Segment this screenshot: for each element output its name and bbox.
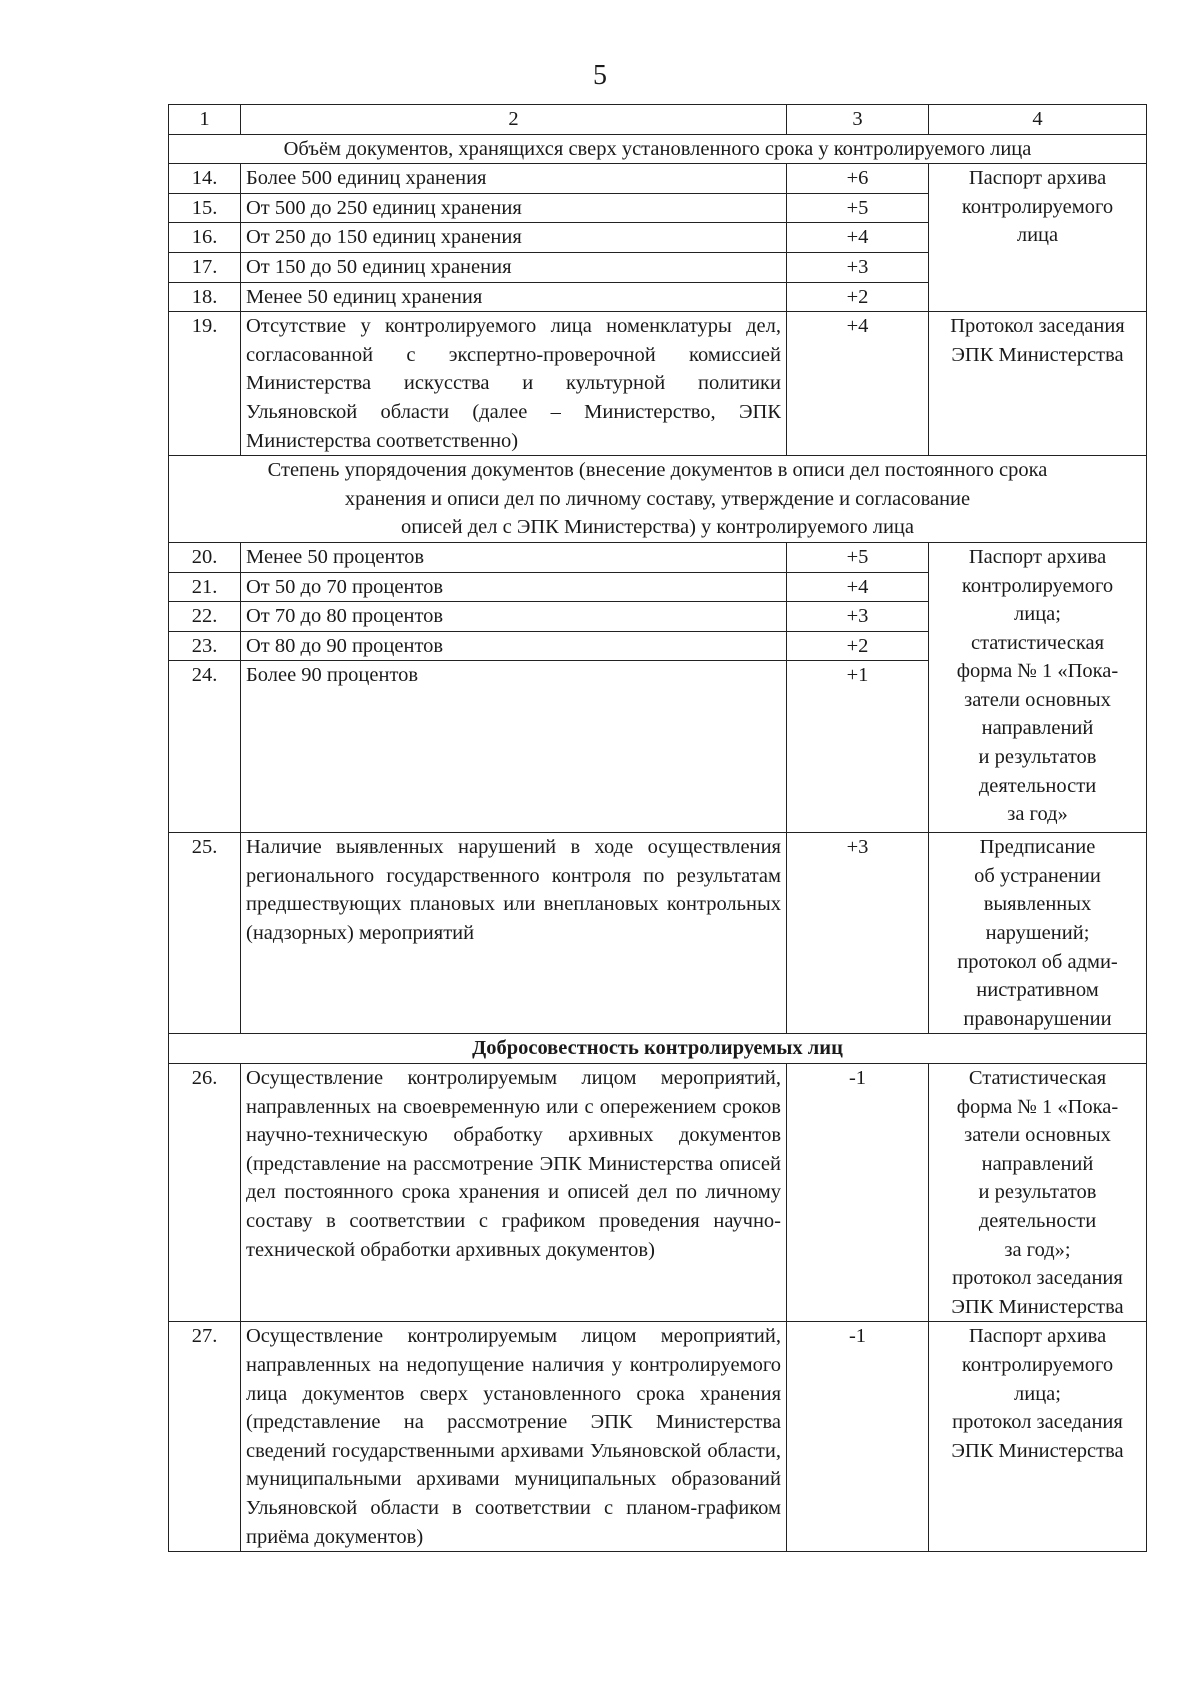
points-value: +4: [787, 312, 929, 456]
source-line: лица;: [1014, 603, 1061, 626]
points-value: +2: [787, 631, 929, 661]
row-number: 15.: [169, 193, 241, 223]
section-heading-row: [169, 1034, 1147, 1064]
table-row: [169, 833, 1147, 1034]
criterion-text: Отсутствие у контролируемого лица номенклатуры дел, согласованной с экспертно-проверочной комиссией Министерства искусства и культурной политики Ульяновской области (далее – Министерство, ЭПК Министерства соответственно): [241, 312, 787, 456]
source-line: Паспорт архива: [968, 167, 1107, 190]
points-value: +4: [787, 572, 929, 602]
points-value: +3: [787, 602, 929, 632]
row-number: 23.: [169, 631, 241, 661]
column-header: 1: [169, 105, 241, 135]
source-line: лица;: [1014, 1382, 1061, 1405]
source-line: протокол заседания: [952, 1411, 1123, 1434]
source-line: за год»: [1007, 803, 1068, 826]
row-number: 20.: [169, 542, 241, 572]
source-line: Протокол заседания: [950, 315, 1125, 338]
source-line: направлений: [981, 1152, 1094, 1175]
source-line: контролируемого: [961, 195, 1114, 218]
points-value: +4: [787, 223, 929, 253]
source-line: протокол об адми-: [957, 950, 1118, 973]
column-header: 2: [241, 105, 787, 135]
points-value: -1: [787, 1322, 929, 1552]
source-line: за год»;: [1004, 1238, 1071, 1261]
row-number: 14.: [169, 164, 241, 194]
criterion-text: От 50 до 70 процентов: [241, 572, 787, 602]
source-line: Статистическая: [968, 1067, 1107, 1090]
table-row: [169, 542, 1147, 572]
source-line: затели основных: [964, 688, 1111, 711]
source-line: нарушений;: [985, 922, 1090, 945]
row-number: 19.: [169, 312, 241, 456]
source-document: [929, 164, 1147, 312]
column-header: 4: [929, 105, 1147, 135]
section-title-line: Степень упорядочения документов (внесение документов в описи дел постоянного срока: [267, 459, 1048, 482]
criterion-text: От 250 до 150 единиц хранения: [241, 223, 787, 253]
source-line: деятельности: [978, 774, 1097, 797]
points-value: +2: [787, 282, 929, 312]
source-line: форма № 1 «Пока-: [956, 1095, 1119, 1118]
table-header-row: [169, 105, 1147, 135]
source-line: ЭПК Министерства: [951, 1439, 1124, 1462]
section-title-line: хранения и описи дел по личному составу, утверждение и согласование: [344, 487, 971, 510]
source-line: правонарушении: [963, 1007, 1112, 1030]
row-number: 16.: [169, 223, 241, 253]
page-number: 5: [593, 60, 607, 91]
row-number: 22.: [169, 602, 241, 632]
section-heading-row: [169, 456, 1147, 543]
criterion-text: Менее 50 единиц хранения: [241, 282, 787, 312]
source-line: контролируемого: [961, 574, 1114, 597]
source-line: и результатов: [978, 746, 1097, 769]
source-line: об устранении: [974, 864, 1101, 887]
points-value: +3: [787, 833, 929, 1034]
row-number: 17.: [169, 252, 241, 282]
criterion-text: Осуществление контролируемым лицом мероприятий, направленных на своевременную или с опережением сроков научно-техническую обработку архивных документов (представление на рассмотрение ЭПК Министерства описей дел постоянного срока хранения и описей дел по личному составу в соответствии с графиком проведения научно-технической обработки архивных документов): [241, 1064, 787, 1322]
row-number: 18.: [169, 282, 241, 312]
points-value: +6: [787, 164, 929, 194]
criterion-text: От 70 до 80 процентов: [241, 602, 787, 632]
table-row: [169, 1322, 1147, 1552]
points-value: +1: [787, 661, 929, 833]
row-number: 21.: [169, 572, 241, 602]
criterion-text: Осуществление контролируемым лицом мероприятий, направленных на недопущение наличия у контролируемого лица документов сверх установленного срока хранения (представление на рассмотрение ЭПК Министерства сведений государственными архивами Ульяновской области, муниципальными архивами муниципальных образований Ульяновской области в соответствии с планом-графиком приёма документов): [241, 1322, 787, 1552]
source-line: выявленных: [983, 893, 1092, 916]
criterion-text: Более 90 процентов: [241, 661, 787, 833]
source-document: [929, 542, 1147, 832]
source-document: [929, 1322, 1147, 1552]
source-document: [929, 833, 1147, 1034]
source-line: протокол заседания: [952, 1267, 1123, 1290]
source-line: нистративном: [976, 979, 1099, 1002]
source-line: Предписание: [979, 836, 1096, 859]
source-document: [929, 312, 1147, 456]
row-number: 26.: [169, 1064, 241, 1322]
section-title-line: описей дел с ЭПК Министерства) у контролируемого лица: [400, 516, 915, 539]
source-line: контролируемого: [961, 1353, 1114, 1376]
table-row: [169, 1064, 1147, 1322]
source-line: Паспорт архива: [968, 1325, 1107, 1348]
source-line: деятельности: [978, 1210, 1097, 1232]
section-title: Добросовестность контролируемых лиц: [169, 1034, 1147, 1064]
source-line: ЭПК Министерства: [951, 1295, 1124, 1318]
source-line: статистическая: [970, 631, 1105, 654]
points-value: -1: [787, 1064, 929, 1322]
source-line: направлений: [981, 717, 1094, 740]
section-heading-row: [169, 134, 1147, 164]
row-number: 27.: [169, 1322, 241, 1552]
table-row: [169, 164, 1147, 194]
table-row: [169, 312, 1147, 456]
source-line: затели основных: [964, 1124, 1111, 1147]
criterion-text: Наличие выявленных нарушений в ходе осуществления регионального государственного контроля по результатам предшествующих плановых или внеплановых контрольных (надзорных) мероприятий: [241, 833, 787, 1034]
row-number: 24.: [169, 661, 241, 833]
criterion-text: От 500 до 250 единиц хранения: [241, 193, 787, 223]
criterion-text: От 150 до 50 единиц хранения: [241, 252, 787, 282]
source-line: ЭПК Министерства: [951, 343, 1124, 366]
source-line: форма № 1 «Пока-: [956, 660, 1119, 683]
criteria-table: [168, 104, 1147, 1552]
row-number: 25.: [169, 833, 241, 1034]
source-document: [929, 1064, 1147, 1322]
criterion-text: Более 500 единиц хранения: [241, 164, 787, 194]
points-value: +5: [787, 542, 929, 572]
section-title: [169, 456, 1147, 543]
source-line: Паспорт архива: [968, 545, 1107, 568]
source-line: лица: [1016, 224, 1059, 247]
points-value: +3: [787, 252, 929, 282]
column-header: 3: [787, 105, 929, 135]
section-title: Объём документов, хранящихся сверх установленного срока у контролируемого лица: [169, 134, 1147, 164]
source-line: и результатов: [978, 1181, 1097, 1204]
criterion-text: Менее 50 процентов: [241, 542, 787, 572]
criterion-text: От 80 до 90 процентов: [241, 631, 787, 661]
points-value: +5: [787, 193, 929, 223]
